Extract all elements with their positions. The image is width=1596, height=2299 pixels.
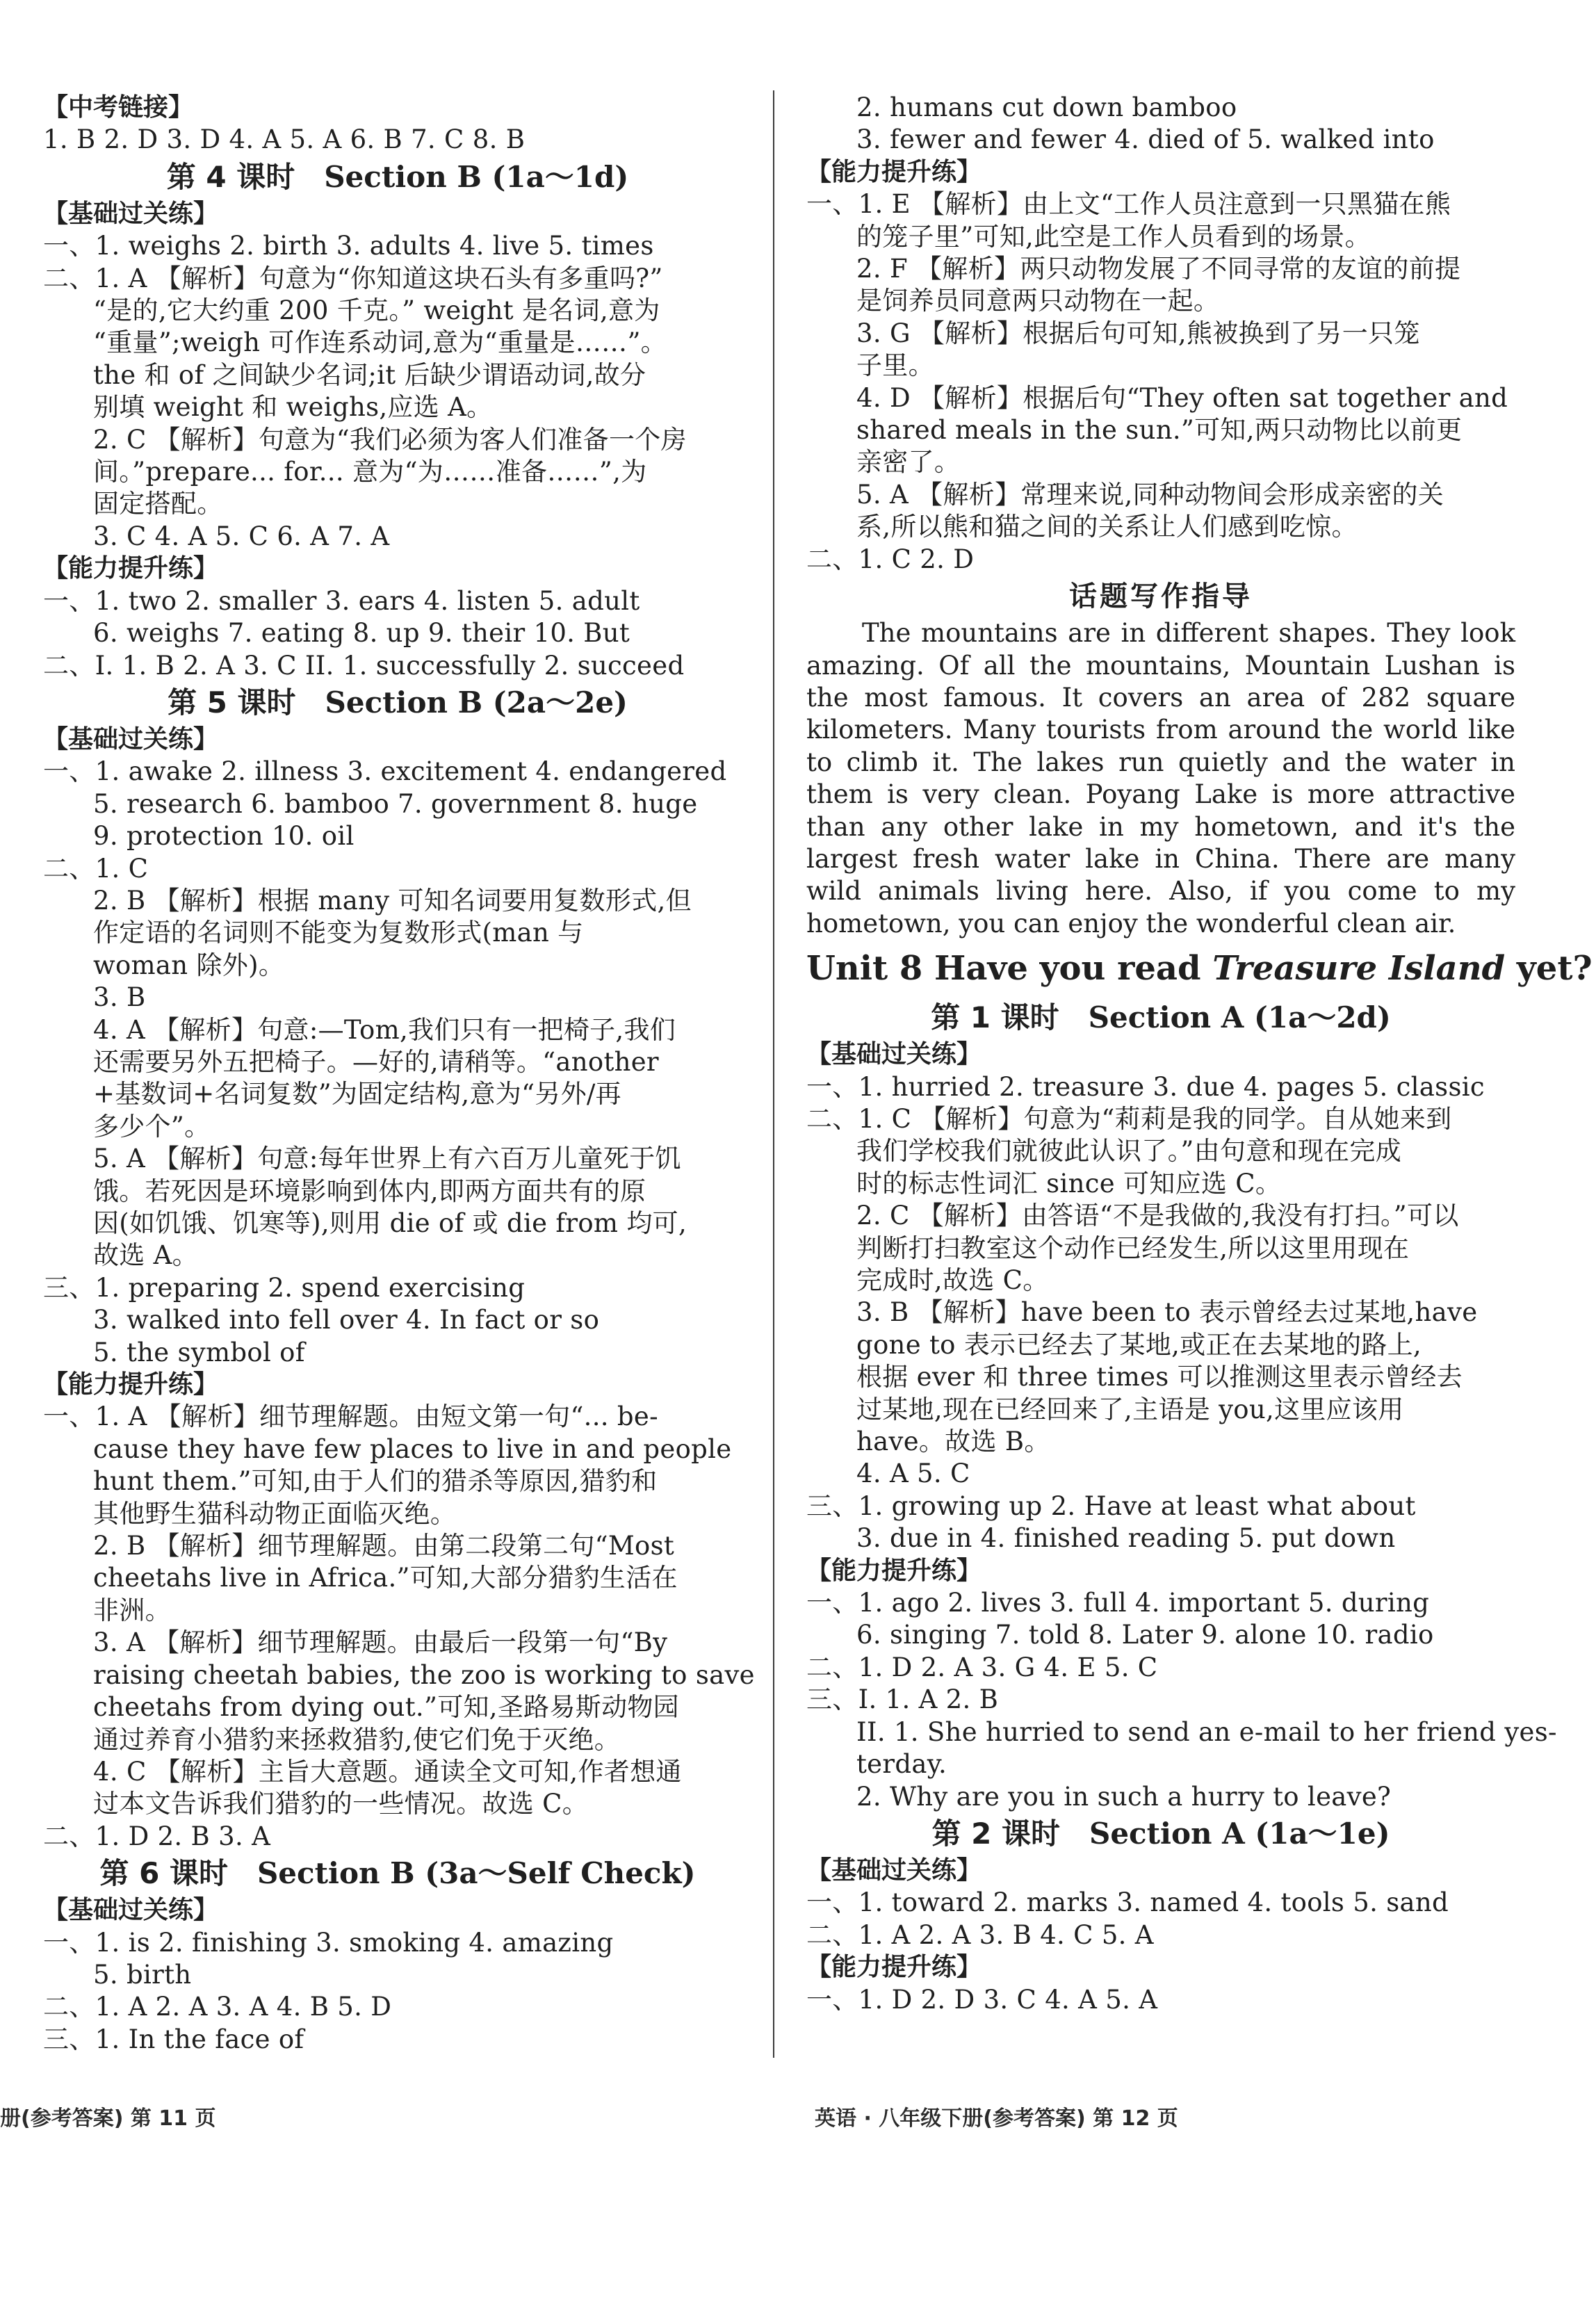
answer-line: raising cheetah babies, the zoo is working to save	[93, 1659, 755, 1690]
answer-line: 一、1. ago 2. lives 3. full 4. important 5. during	[806, 1588, 1430, 1618]
answer-line: 2. B 【解析】细节理解题。由第二段第二句“Most	[93, 1531, 675, 1561]
answer-line: 一、1. awake 2. illness 3. excitement 4. endangered	[43, 756, 727, 787]
answer-line: 3. B 【解析】have been to 表示曾经去过某地,have	[856, 1297, 1478, 1328]
sample-essay: The mountains are in different shapes. They look amazing. Of all the mountains, Mountain Lushan is the most famous. It covers an area of 282 square kilometers. Many tourists from around the world like to climb it. The lakes run quietly and the water in them is very clean. Poyang Lake is more attractive than any other lake in my hometown, and it's the largest fresh water lake in China. There are many wild animals living here. Also, if you come to my hometown, you can enjoy the wonderful clean air.	[806, 618, 1515, 939]
answer-line: 4. C 【解析】主旨大意题。通读全文可知,作者想通	[93, 1756, 682, 1787]
answer-line: shared meals in the sun.”可知,两只动物比以前更	[856, 415, 1463, 446]
answer-line: “是的,它大约重 200 千克。” weight 是名词,意为	[93, 295, 660, 326]
answer-line: 二、1. C 【解析】句意为“莉莉是我的同学。自从她来到	[806, 1103, 1452, 1134]
answer-line: 9. protection 10. oil	[93, 821, 355, 852]
answer-line: 二、1. D 2. A 3. G 4. E 5. C	[806, 1652, 1158, 1682]
answer-line: 根据 ever 和 three times 可以推测这里表示曾经去	[856, 1362, 1463, 1392]
answer-line: 饿。若死因是环境影响到体内,即两方面共有的原	[93, 1176, 646, 1206]
answer-line: 三、I. 1. A 2. B	[806, 1684, 999, 1715]
section-heading: 【基础过关练】	[43, 199, 219, 228]
answer-line: 固定搭配。	[93, 489, 223, 519]
answer-line: 时的标志性词汇 since 可知应选 C。	[856, 1168, 1282, 1199]
section-heading: 【能力提升练】	[43, 1370, 219, 1399]
answer-line: 通过养育小猎豹来拯救猎豹,使它们免于灭绝。	[93, 1724, 621, 1755]
answer-line: 其他野生猫科动物正面临灭绝。	[93, 1498, 457, 1529]
answer-line: 一、1. is 2. finishing 3. smoking 4. amazing	[43, 1927, 614, 1958]
section-heading: 【能力提升练】	[806, 157, 982, 186]
answer-line: 非洲。	[93, 1595, 171, 1625]
answer-line: 二、1. A 【解析】句意为“你知道这块石头有多重吗?”	[43, 263, 663, 293]
answer-line: 3. A 【解析】细节理解题。由最后一段第一句“By	[93, 1627, 668, 1658]
lesson-section: Section A (1a～2d)	[1088, 1000, 1391, 1035]
answer-line: 3. B	[93, 982, 146, 1013]
footer-left-page-label: 册(参考答案) 第 11 页	[0, 2106, 216, 2131]
answer-line: woman 除外)。	[93, 950, 285, 980]
answer-line: 二、1. C	[43, 853, 149, 884]
answer-line: 一、1. A 【解析】细节理解题。由短文第一句“... be-	[43, 1402, 658, 1432]
answer-line: 系,所以熊和猫之间的关系让人们感到吃惊。	[856, 512, 1358, 542]
lesson-number: 第 5 课时	[168, 685, 296, 720]
answer-line: 二、1. D 2. B 3. A	[43, 1821, 271, 1851]
answer-line: 是饲养员同意两只动物在一起。	[856, 286, 1220, 316]
left-column	[43, 92, 755, 2056]
answer-line: +基数词+名词复数”为固定结构,意为“另外/再	[93, 1079, 621, 1110]
answer-line: 还需要另外五把椅子。—好的,请稍等。“another	[93, 1046, 659, 1077]
answer-line: 2. humans cut down bamboo	[856, 92, 1237, 122]
answer-line: 一、1. D 2. D 3. C 4. A 5. A	[806, 1984, 1158, 2015]
answer-line: 子里。	[856, 350, 934, 381]
lesson-heading	[806, 1814, 1515, 1853]
answer-line: have。故选 B。	[856, 1427, 1050, 1457]
answer-line: 4. A 5. C	[856, 1459, 970, 1489]
answer-line: 一、1. two 2. smaller 3. ears 4. listen 5. adult	[43, 585, 640, 616]
answer-line: 过某地,现在已经回来了,主语是 you,这里应该用	[856, 1394, 1404, 1424]
section-heading: 【基础过关练】	[806, 1040, 982, 1069]
answer-line: 6. singing 7. told 8. Later 9. alone 10. radio	[856, 1620, 1434, 1650]
answer-line: 二、I. 1. B 2. A 3. C II. 1. successfully 2. succeed	[43, 650, 685, 681]
footer-right-page-label: 英语 · 八年级下册(参考答案) 第 12 页	[815, 2106, 1178, 2131]
answer-line: 一、1. toward 2. marks 3. named 4. tools 5. sand	[806, 1887, 1449, 1918]
answer-line: 三、1. growing up 2. Have at least what about	[806, 1490, 1416, 1521]
answer-line: 2. B 【解析】根据 many 可知名词要用复数形式,但	[93, 885, 692, 916]
answer-line: 5. birth	[93, 1959, 192, 1990]
answer-line: 3. G 【解析】根据后句可知,熊被换到了另一只笼	[856, 318, 1420, 348]
answer-line: 一、1. weighs 2. birth 3. adults 4. live 5. times	[43, 231, 654, 261]
lesson-section: Section A (1a～1e)	[1089, 1816, 1390, 1851]
answer-line: 故选 A。	[93, 1240, 198, 1271]
answer-line: 2. Why are you in such a hurry to leave?	[856, 1781, 1392, 1812]
answer-line: 6. weighs 7. eating 8. up 9. their 10. But	[93, 618, 630, 649]
answer-line: 因(如饥饿、饥寒等),则用 die of 或 die from 均可,	[93, 1208, 687, 1238]
unit-title	[806, 940, 1593, 997]
lesson-section: Section B (3a～Self Check)	[256, 1856, 696, 1891]
answer-line: 三、1. preparing 2. spend exercising	[43, 1272, 526, 1303]
answer-line: 4. D 【解析】根据后句“They often sat together and	[856, 382, 1508, 413]
answer-line: cheetahs live in Africa.”可知,大部分猎豹生活在	[93, 1563, 678, 1593]
section-heading: 【基础过关练】	[43, 724, 219, 754]
answer-line: 3. fewer and fewer 4. died of 5. walked into	[856, 124, 1435, 155]
answer-line: terday.	[856, 1749, 947, 1780]
answer-line: 2. C 【解析】由答语“不是我做的,我没有打扫。”可以	[856, 1201, 1459, 1231]
answer-line: II. 1. She hurried to send an e-mail to her friend yes-	[856, 1716, 1557, 1747]
answer-line: 5. the symbol of	[93, 1337, 305, 1367]
answer-line: 的笼子里”可知,此空是工作人员看到的场景。	[856, 221, 1371, 252]
answer-line: “重量”;weigh 可作连系动词,意为“重量是……”。	[93, 327, 667, 358]
column-divider	[773, 90, 774, 2058]
answer-line: 1. B 2. D 3. D 4. A 5. A 6. B 7. C 8. B	[43, 124, 526, 155]
section-heading: 【能力提升练】	[806, 1953, 982, 1982]
answer-line: 4. A 【解析】句意:—Tom,我们只有一把椅子,我们	[93, 1014, 676, 1045]
answer-line: 2. F 【解析】两只动物发展了不同寻常的友谊的前提	[856, 254, 1461, 284]
section-heading: 【能力提升练】	[43, 554, 219, 583]
answer-line: 3. walked into fell over 4. In fact or so	[93, 1305, 600, 1335]
topic-writing-heading: 话题写作指导	[1069, 580, 1253, 613]
answer-line: 三、1. In the face of	[43, 2024, 304, 2054]
answer-line: cheetahs from dying out.”可知,圣路易斯动物园	[93, 1692, 679, 1723]
lesson-number: 第 1 课时	[931, 1000, 1059, 1035]
answer-line: 我们学校我们就彼此认识了。”由句意和现在完成	[856, 1136, 1402, 1167]
section-heading: 【基础过关练】	[43, 1896, 219, 1925]
answer-line: 过本文告诉我们猎豹的一些情况。故选 C。	[93, 1789, 589, 1819]
lesson-heading	[43, 158, 752, 197]
answer-line: 一、1. E 【解析】由上文“工作人员注意到一只黑猫在熊	[806, 189, 1451, 220]
lesson-section: Section B (2a～2e)	[325, 685, 628, 720]
answer-line: 一、1. hurried 2. treasure 3. due 4. pages 5. classic	[806, 1071, 1485, 1102]
answer-line: 完成时,故选 C。	[856, 1265, 1049, 1295]
answer-line: 亲密了。	[856, 447, 961, 478]
answer-line: 间。”prepare... for... 意为“为……准备……”,为	[93, 457, 647, 487]
answer-line: 二、1. A 2. A 3. B 4. C 5. A	[806, 1919, 1154, 1950]
unit-title-prefix: Unit 8 Have you read	[806, 949, 1213, 989]
answer-line: 作定语的名词则不能变为复数形式(man 与	[93, 918, 584, 948]
section-heading: 【中考链接】	[43, 93, 194, 122]
lesson-number: 第 2 课时	[931, 1816, 1060, 1851]
answer-line: 判断打扫教室这个动作已经发生,所以这里用现在	[856, 1233, 1410, 1263]
answer-line: 2. C 【解析】句意为“我们必须为客人们准备一个房	[93, 424, 687, 455]
answer-line: hunt them.”可知,由于人们的猎杀等原因,猎豹和	[93, 1466, 658, 1497]
answer-line: 5. research 6. bamboo 7. government 8. huge	[93, 788, 698, 819]
lesson-heading	[43, 683, 752, 722]
answer-line: cause they have few places to live in and people	[93, 1433, 732, 1464]
answer-line: the 和 of 之间缺少名词;it 后缺少谓语动词,故分	[93, 359, 646, 390]
answer-line: 5. A 【解析】常理来说,同种动物间会形成亲密的关	[856, 479, 1444, 510]
lesson-heading	[806, 998, 1515, 1037]
answer-line: 5. A 【解析】句意:每年世界上有六百万儿童死于饥	[93, 1144, 681, 1174]
unit-title-book: Treasure Island	[1212, 949, 1506, 989]
lesson-number: 第 6 课时	[99, 1856, 228, 1891]
answer-line: 二、1. C 2. D	[806, 544, 975, 574]
section-heading: 【能力提升练】	[806, 1556, 982, 1585]
answer-line: 3. due in 4. finished reading 5. put down	[856, 1523, 1396, 1554]
answer-line: 二、1. A 2. A 3. A 4. B 5. D	[43, 1992, 392, 2022]
lesson-number: 第 4 课时	[166, 159, 295, 194]
right-column	[806, 92, 1593, 2016]
answer-line: 别填 weight 和 weighs,应选 A。	[93, 392, 493, 423]
lesson-heading	[43, 1854, 752, 1893]
answer-line: gone to 表示已经去了某地,或正在去某地的路上,	[856, 1329, 1422, 1360]
section-heading: 【基础过关练】	[806, 1855, 982, 1885]
unit-title-suffix: yet?	[1505, 949, 1593, 989]
answer-line: 3. C 4. A 5. C 6. A 7. A	[93, 521, 390, 551]
lesson-section: Section B (1a～1d)	[324, 159, 629, 194]
answer-line: 多少个”。	[93, 1111, 211, 1142]
